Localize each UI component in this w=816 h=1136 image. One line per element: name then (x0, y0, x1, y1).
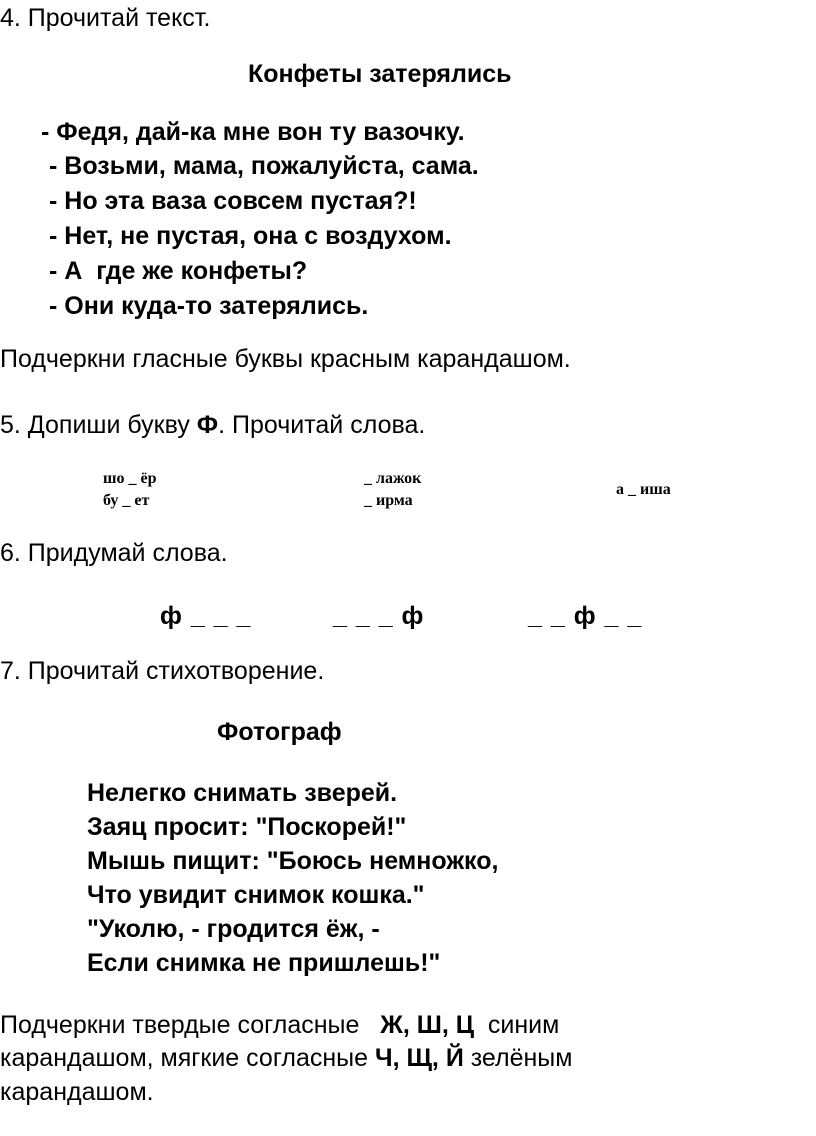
instr1-pre: Подчеркни твердые согласные (0, 1011, 381, 1039)
dialogue-line-1: - Федя, дай-ка мне вон ту вазочку. (41, 118, 465, 146)
word-1: шо _ ёр (103, 470, 157, 487)
instr1-post: синим (474, 1011, 560, 1039)
dialogue-line-4: - Нет, не пустая, она с воздухом. (49, 222, 452, 250)
instr2-post: зелёным (463, 1044, 573, 1072)
dialogue-line-2: - Возьми, мама, пожалуйста, сама. (49, 152, 479, 180)
poem-line-5: "Уколю, - гродится ёж, - (87, 915, 380, 943)
poem-title: Фотограф (217, 718, 342, 746)
poem-line-1: Нелегко снимать зверей. (87, 779, 398, 807)
poem-line-4: Что увидит снимок кошка." (87, 881, 425, 909)
dialogue-line-5: - А где же конфеты? (49, 257, 308, 285)
poem-line-2: Заяц просит: "Поскорей!" (87, 813, 407, 841)
task7-instruction-line-1 (0, 1011, 559, 1040)
hard-consonants: Ж, Ш, Ц (380, 1011, 475, 1039)
task7-heading: 7. Прочитай стихотворение. (0, 657, 325, 685)
task4-instruction: Подчеркни гласные буквы красным карандашом. (0, 345, 571, 373)
word-3: _ лажок (364, 470, 422, 487)
task4-heading: 4. Прочитай текст. (0, 4, 211, 32)
word-pattern-3: _ _ ф _ _ (528, 602, 643, 630)
task5-heading-post: . Прочитай слова. (218, 411, 426, 439)
word-4: _ ирма (364, 492, 413, 509)
instr2-pre: карандашом, мягкие согласные (0, 1044, 375, 1072)
task7-instruction-line-2 (0, 1044, 572, 1073)
task5-heading-pre: 5. Допиши букву (0, 411, 197, 439)
task7-instruction-line-3: карандашом. (0, 1078, 154, 1106)
poem-line-3: Мышь пищит: "Боюсь немножко, (87, 847, 499, 875)
task6-heading: 6. Придумай слова. (0, 539, 228, 567)
word-5: а _ иша (616, 481, 671, 498)
word-pattern-2: _ _ _ ф (333, 602, 425, 630)
soft-consonants: Ч, Щ, Й (375, 1044, 464, 1072)
word-2: бу _ ет (103, 492, 150, 509)
task5-letter: Ф (196, 411, 219, 439)
task5-heading (0, 411, 425, 440)
dialogue-line-3: - Но эта ваза совсем пустая?! (49, 187, 417, 215)
story-title: Конфеты затерялись (248, 60, 512, 88)
poem-line-6: Если снимка не пришлешь!" (87, 949, 441, 977)
dialogue-line-6: - Они куда-то затерялись. (49, 292, 369, 320)
word-pattern-1: ф _ _ _ (160, 602, 252, 630)
